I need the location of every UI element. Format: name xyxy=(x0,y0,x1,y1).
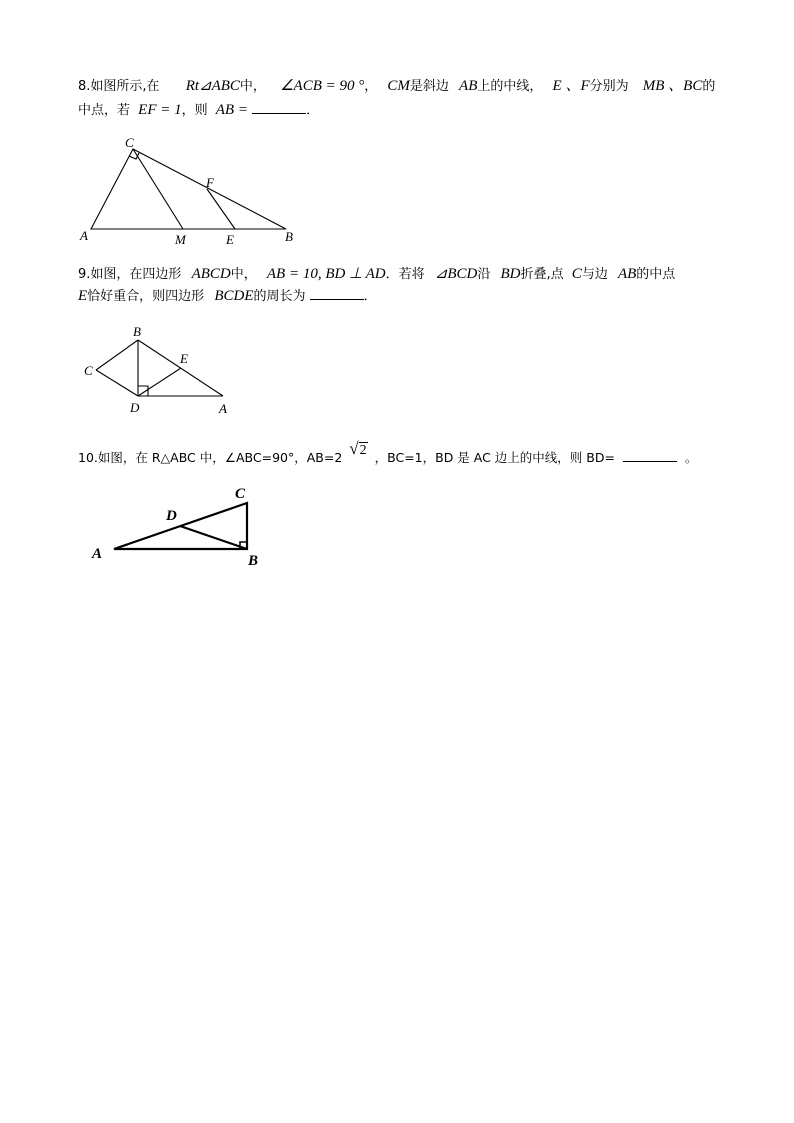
q8-angle: ∠ACB = 90 ° xyxy=(280,78,365,94)
q9-line2: E恰好重合，则四边形 BCDE的周长为 ． xyxy=(78,288,377,304)
q9-label-a: A xyxy=(219,401,227,416)
q8-median-cm xyxy=(133,149,183,229)
q8-answer-blank[interactable] xyxy=(252,101,306,114)
q9-condition: AB = 10, BD ⊥ AD xyxy=(266,266,386,282)
q8-condition: EF = 1 xyxy=(138,102,182,118)
q8-rt-triangle: Rt⊿ABC xyxy=(185,78,240,94)
q10-label-b: B xyxy=(248,553,259,569)
q9-segment-de xyxy=(138,368,181,396)
q10-label-d: D xyxy=(166,508,177,524)
q10-line: 10.如图，在 R△ABC 中，∠ABC=90°，AB=2 √2 ，BC=1，BD 是 AC 边上的中线，则 BD= 。 xyxy=(78,439,698,465)
q10-median-bd xyxy=(180,526,247,549)
q8-triangle-abc xyxy=(91,149,286,229)
q9-label-e: E xyxy=(180,351,188,366)
q10-label-c: C xyxy=(235,486,246,502)
q10-sqrt: √2 xyxy=(349,439,367,458)
q10-figure xyxy=(90,482,270,572)
q9-answer-blank[interactable] xyxy=(310,287,364,300)
q9-label-b: B xyxy=(133,324,141,339)
q8-label-e: E xyxy=(226,232,234,247)
q9-label-c: C xyxy=(84,363,93,378)
q8-label-m: M xyxy=(175,232,186,247)
q8-label-c: C xyxy=(125,135,134,150)
q8-figure xyxy=(78,132,308,252)
q8-line2: 中点，若 EF = 1，则 AB = ． xyxy=(78,102,320,118)
q9-line1: 9.如图，在四边形 ABCD中， AB = 10, BD ⊥ AD．若将 ⊿BCD沿 BD折叠,点 C与边 AB的中点 xyxy=(78,266,676,282)
q8-label-f: F xyxy=(206,175,214,190)
q8-line1: 8.如图所示,在 Rt⊿ABC中， ∠ACB = 90 °， CM是斜边 AB上的中线， E 、F分别为 MB 、BC的 xyxy=(78,78,716,94)
q10-answer-blank[interactable] xyxy=(623,449,677,462)
q9-label-d: D xyxy=(130,400,140,415)
q8-label-a: A xyxy=(80,228,88,243)
q10-label-a: A xyxy=(92,546,103,562)
q8-label-b: B xyxy=(285,229,293,244)
q9-segment-bc xyxy=(96,340,138,370)
q9-figure xyxy=(80,322,250,422)
q9-segment-cd xyxy=(96,370,138,396)
